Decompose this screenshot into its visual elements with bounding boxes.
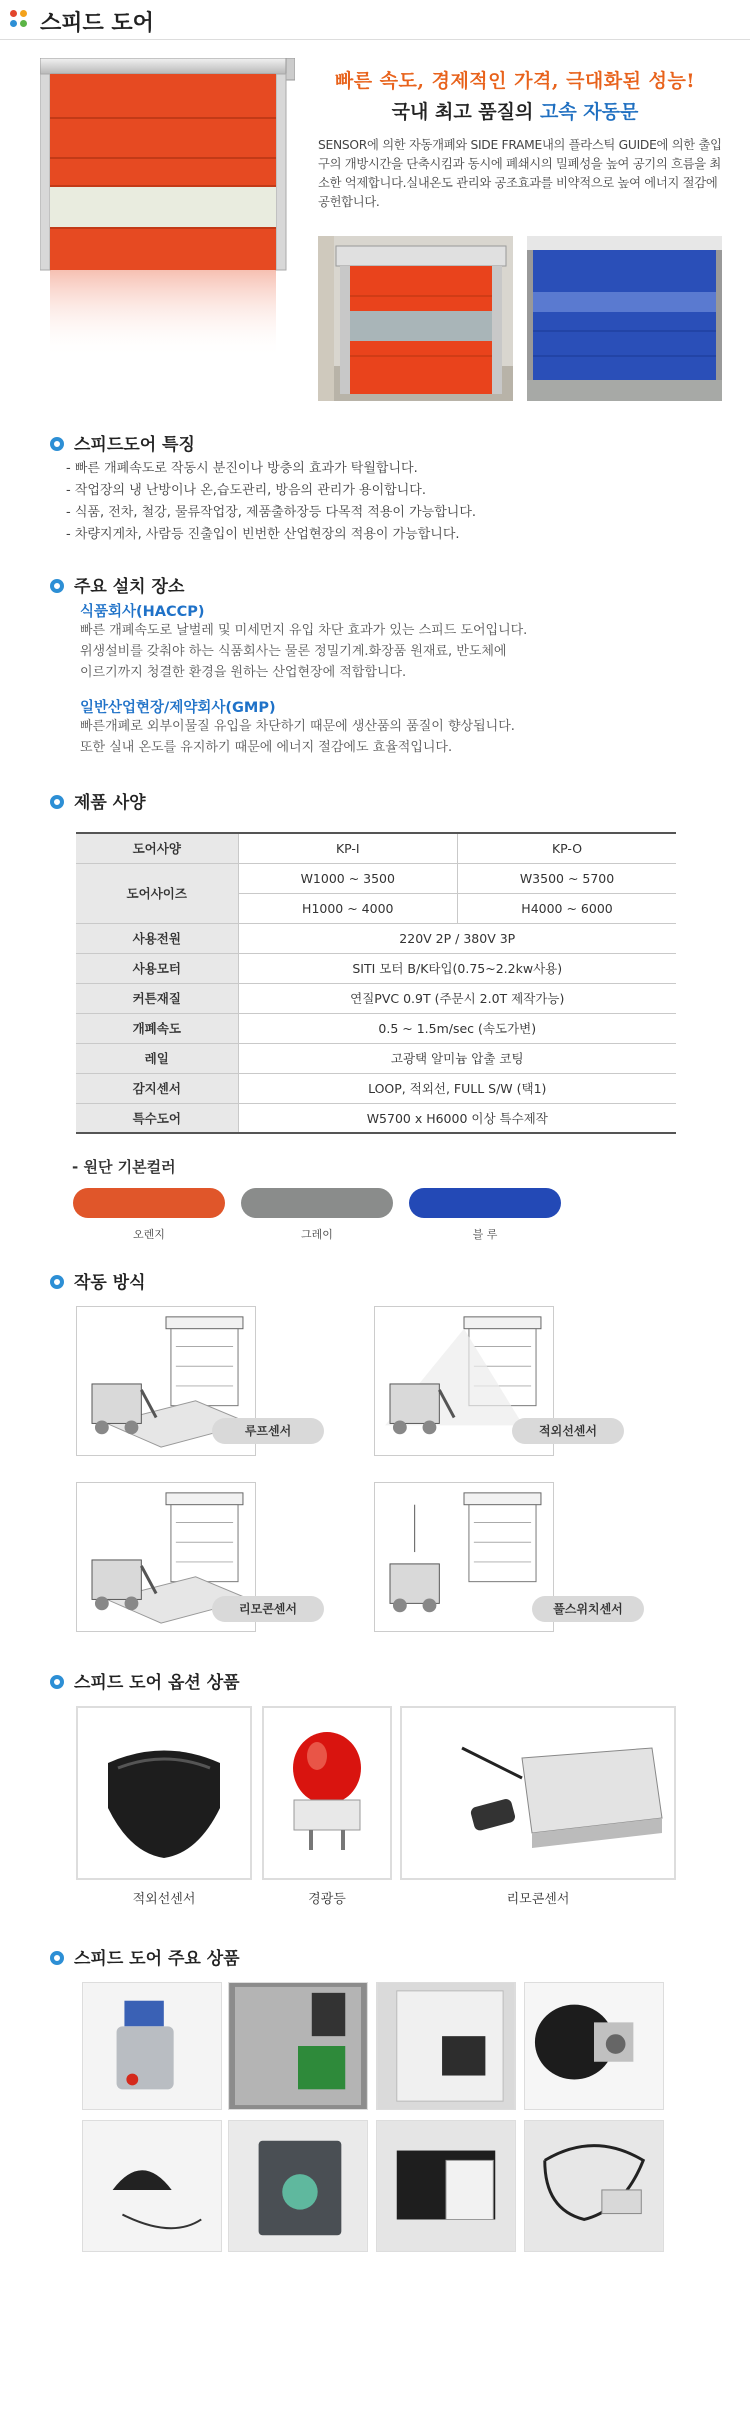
table-header-cell: 레일	[76, 1043, 238, 1073]
site2-title: 일반산업현장/제약회사(GMP)	[80, 700, 276, 716]
color-swatch-gray	[241, 1188, 393, 1218]
section-bullet-icon	[50, 579, 64, 593]
operation-label: 리모콘센서	[212, 1596, 324, 1622]
features-heading	[50, 430, 195, 455]
table-header-cell: 커튼재질	[76, 983, 238, 1013]
text-line: 빠른개폐로 외부이물질 유입을 차단하기 때문에 생산품의 품질이 향상됩니다.	[80, 719, 515, 734]
table-cell: 고광택 알미늄 압출 코팅	[238, 1043, 676, 1073]
section-bullet-icon	[50, 437, 64, 451]
features-list	[66, 458, 476, 546]
table-cell: LOOP, 적외선, FULL S/W (택1)	[238, 1073, 676, 1103]
table-row	[76, 1073, 676, 1103]
infrared-sensor-image	[78, 1708, 250, 1878]
table-cell: W3500 ~ 5700	[458, 863, 676, 893]
spec-heading-text: 제품 사양	[74, 793, 146, 813]
table-header-cell: 사용모터	[76, 953, 238, 983]
page-header	[0, 0, 750, 40]
section-bullet-icon	[50, 1951, 64, 1965]
site1-description	[80, 620, 640, 683]
table-cell: W1000 ~ 3500	[238, 863, 458, 893]
list-item: - 빠른 개폐속도로 작동시 분진이나 방충의 효과가 탁월합니다.	[66, 461, 418, 476]
installation-heading	[50, 572, 184, 597]
main-products-heading-text: 스피드 도어 주요 상품	[74, 1949, 240, 1969]
page-title: 스피드 도어	[40, 11, 154, 36]
operation-label: 풀스위치센서	[532, 1596, 644, 1622]
section-bullet-icon	[50, 795, 64, 809]
hero-intro-text: SENSOR에 의한 자동개폐와 SIDE FRAME내의 플라스틱 GUIDE에 의한 출입구의 개방시간을 단축시킴과 동시에 폐쇄시의 밀폐성을 높여 공기의 흐름을 최소한 억제합니다.실내온도 관리와 공조효과를 비약적으로 높여 에너지 절감에 공헌합니다.	[318, 138, 722, 209]
option-warning-light	[262, 1706, 392, 1880]
list-item: - 작업장의 냉 난방이나 온,습도관리, 방음의 관리가 용이합니다.	[66, 483, 426, 498]
site1-title: 식품회사(HACCP)	[80, 604, 205, 620]
red-door-photo	[318, 236, 513, 401]
options-heading	[50, 1668, 240, 1693]
table-header-cell: 특수도어	[76, 1103, 238, 1133]
operation-heading	[50, 1268, 146, 1293]
color-label: 블 루	[472, 1228, 498, 1241]
color-swatch-blue	[409, 1188, 561, 1218]
option-infrared-sensor	[76, 1706, 252, 1880]
product-encoder-image	[524, 1982, 664, 2110]
product-controller-box-image	[376, 1982, 516, 2110]
table-header-cell: 감지센서	[76, 1073, 238, 1103]
fabric-heading: - 원단 기본컬러	[72, 1158, 176, 1176]
hero-subheadline-highlight: 고속 자동문	[539, 101, 639, 123]
table-row	[76, 983, 676, 1013]
table-row	[76, 1103, 676, 1133]
table-cell: 연질PVC 0.9T (주문시 2.0T 제작가능)	[238, 983, 676, 1013]
table-row	[76, 863, 676, 893]
section-bullet-icon	[50, 1675, 64, 1689]
table-row	[76, 953, 676, 983]
table-header-cell: 사용전원	[76, 923, 238, 953]
main-products-heading	[50, 1944, 240, 1969]
spec-table	[76, 832, 676, 1134]
hero-subheadline	[320, 97, 710, 124]
product-hardware-parts-image	[524, 2120, 664, 2252]
features-heading-text: 스피드도어 특징	[74, 435, 195, 455]
section-bullet-icon	[50, 1275, 64, 1289]
option-remote-sensor	[400, 1706, 676, 1880]
table-cell: SITI 모터 B/K타입(0.75~2.2kw사용)	[238, 953, 676, 983]
table-header-cell: 도어사이즈	[76, 863, 238, 923]
table-cell: 0.5 ~ 1.5m/sec (속도가변)	[238, 1013, 676, 1043]
option-label: 경광등	[308, 1892, 346, 1907]
hero-subheadline-prefix: 국내 최고 품질의	[391, 101, 540, 123]
table-cell: H4000 ~ 6000	[458, 893, 676, 923]
spec-heading	[50, 788, 146, 813]
product-sensor-cable-image	[82, 2120, 222, 2252]
product-control-panel-image	[228, 1982, 368, 2110]
color-swatch-orange	[73, 1188, 225, 1218]
options-heading-text: 스피드 도어 옵션 상품	[74, 1673, 240, 1693]
product-motor-image	[82, 1982, 222, 2110]
list-item: - 식품, 전차, 철강, 물류작업장, 제품출하장등 다목적 적용이 가능합니다.	[66, 505, 477, 520]
product-push-button-image	[228, 2120, 368, 2252]
logo-dots-icon	[10, 10, 30, 30]
speed-door-hero-image	[40, 58, 295, 358]
text-line: 이르기까지 청결한 환경을 원하는 산업현장에 적합합니다.	[80, 665, 407, 680]
table-header-cell: 개폐속도	[76, 1013, 238, 1043]
product-cables-package-image	[376, 2120, 516, 2252]
table-row	[76, 833, 676, 863]
operation-heading-text: 작동 방식	[74, 1273, 146, 1293]
text-line: 위생설비를 갖춰야 하는 식품회사는 물론 정밀기계.화장품 원재료, 반도체에	[80, 644, 507, 659]
option-label: 적외선센서	[132, 1892, 196, 1907]
warning-light-image	[264, 1708, 390, 1878]
remote-controller-image	[402, 1708, 674, 1878]
color-label: 그레이	[301, 1228, 333, 1241]
hero-headline: 빠른 속도, 경제적인 가격, 극대화된 성능!	[334, 70, 696, 92]
table-row	[76, 923, 676, 953]
table-cell: W5700 x H6000 이상 특수제작	[238, 1103, 676, 1133]
color-label: 오렌지	[133, 1228, 165, 1241]
operation-label: 적외선센서	[512, 1418, 624, 1444]
text-line: 빠른 개폐속도로 날벌레 및 미세먼지 유입 차단 효과가 있는 스피드 도어입니다.	[80, 623, 528, 638]
blue-door-photo	[527, 236, 722, 401]
table-cell: KP-O	[458, 833, 676, 863]
table-cell: KP-I	[238, 833, 458, 863]
list-item: - 차량지게차, 사람등 진출입이 빈번한 산업현장의 적용이 가능합니다.	[66, 527, 460, 542]
table-header-cell: 도어사양	[76, 833, 238, 863]
site2-description	[80, 716, 640, 758]
table-row	[76, 1013, 676, 1043]
operation-label: 루프센서	[212, 1418, 324, 1444]
installation-heading-text: 주요 설치 장소	[74, 577, 185, 597]
option-label: 리모콘센서	[506, 1892, 570, 1907]
table-cell: 220V 2P / 380V 3P	[238, 923, 676, 953]
text-line: 또한 실내 온도를 유지하기 때문에 에너지 절감에도 효율적입니다.	[80, 740, 453, 755]
pull-switch-sensor-diagram	[374, 1482, 554, 1632]
table-cell: H1000 ~ 4000	[238, 893, 458, 923]
table-row	[76, 1043, 676, 1073]
